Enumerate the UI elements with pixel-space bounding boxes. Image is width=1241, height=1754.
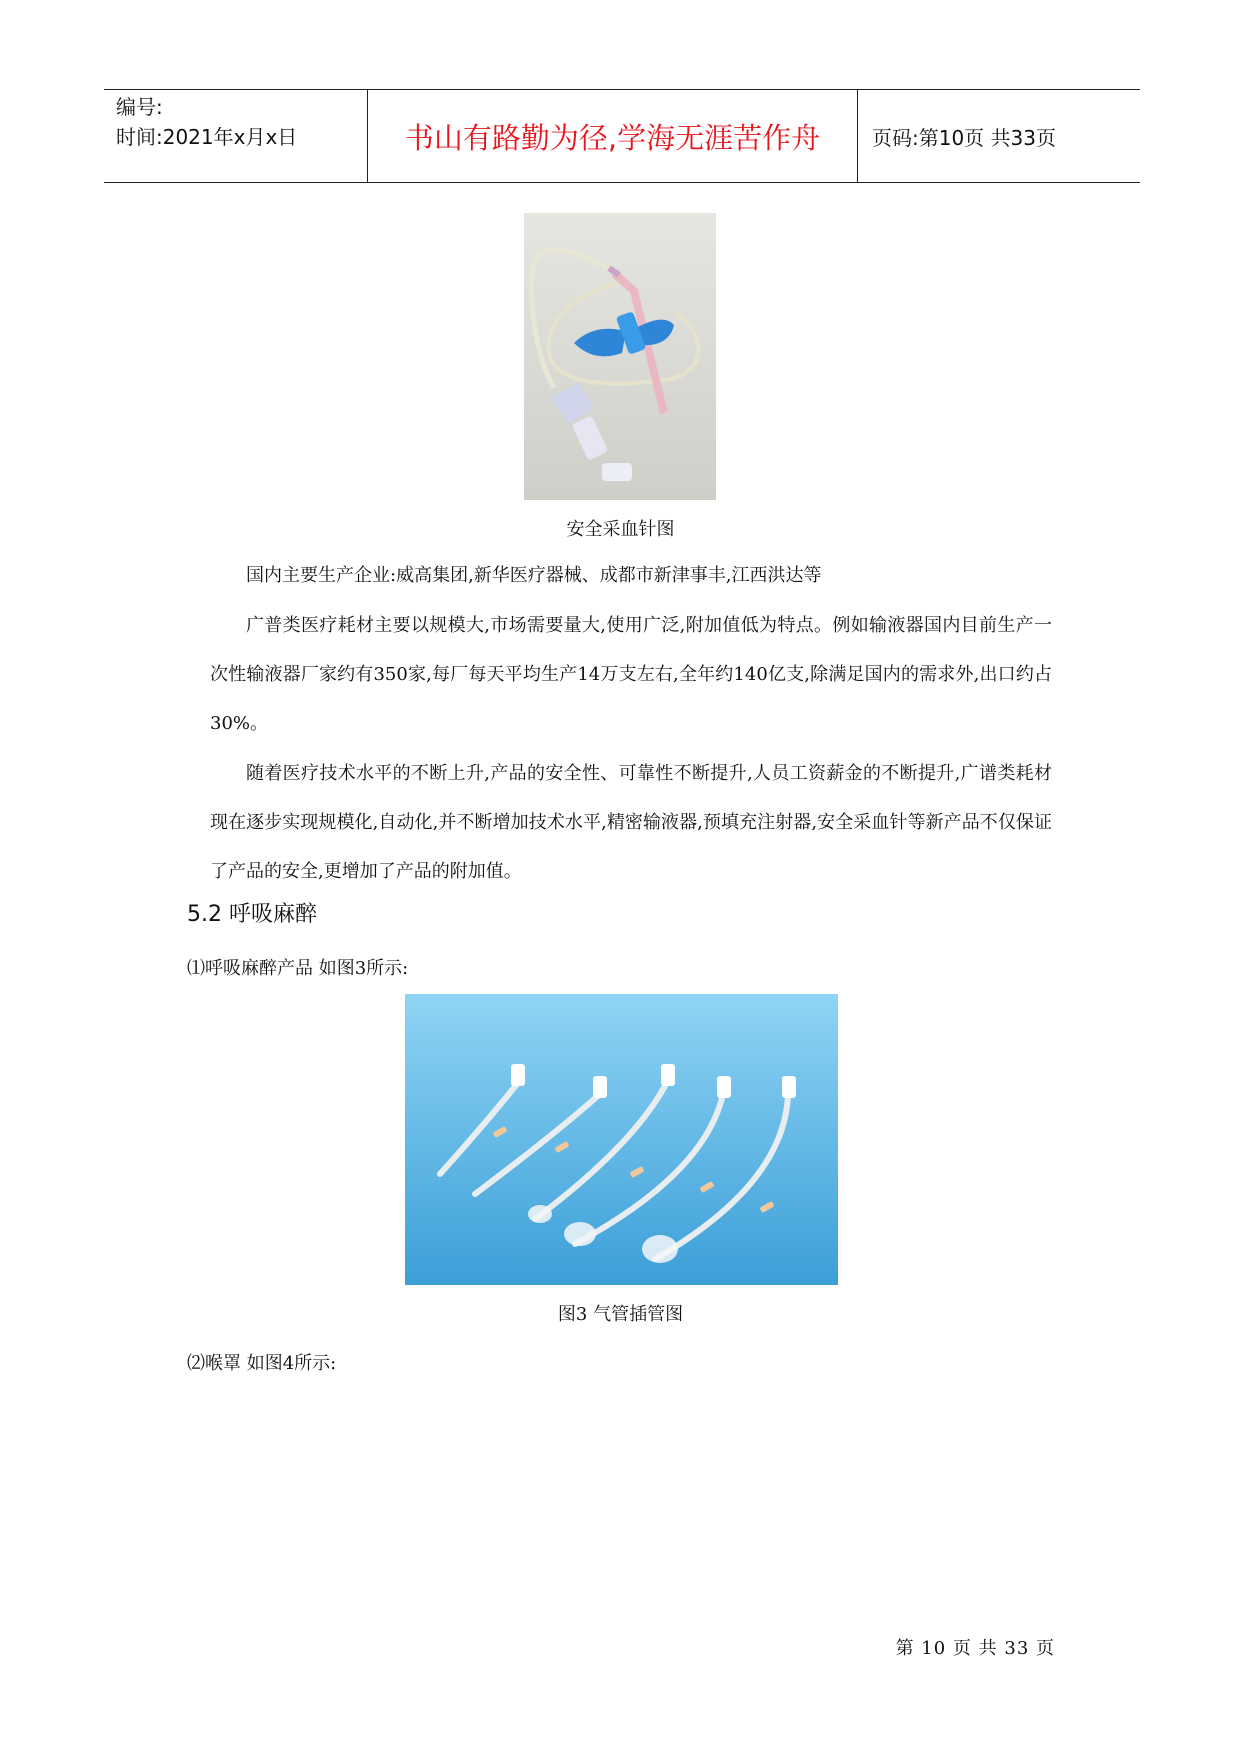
time-label: 时间:2021年x月x日 — [116, 125, 298, 149]
item-laryngeal-mask: ⑵喉罩 如图4所示: — [187, 1353, 337, 1374]
item-respiratory-products: ⑴呼吸麻醉产品 如图3所示: — [187, 958, 409, 979]
section-heading: 5.2 呼吸麻醉 — [187, 902, 317, 927]
blood-collection-needle-photo — [524, 213, 716, 500]
paragraph-manufacturers: 国内主要生产企业:威高集团,新华医疗器械、成都市新津事丰,江西洪达等 — [246, 565, 822, 586]
serial-label: 编号: — [116, 95, 163, 119]
paragraph-general-consumables: 广普类医疗耗材主要以规模大,市场需要量大,使用广泛,附加值低为特点。例如输液器国内目前生产一次性输液器厂家约有350家,每厂每天平均生产14万支左右,全年约140亿支,除满足国内的需求外,出口约占30%。 — [210, 615, 1052, 734]
page-info: 页码:第10页 共33页 — [872, 125, 1056, 150]
header-left-cell — [104, 90, 368, 182]
paragraph-tech-progress: 随着医疗技术水平的不断上升,产品的安全性、可靠性不断提升,人员工资薪金的不断提升,广谱类耗材现在逐步实现规模化,自动化,并不断增加技术水平,精密输液器,预填充注射器,安全采血针等新产品不仅保证了产品的安全,更增加了产品的附加值。 — [210, 763, 1052, 882]
figure2-caption: 图3 气管插管图 — [557, 1304, 684, 1325]
header-page-cell — [858, 90, 1140, 182]
header-table — [104, 89, 1140, 183]
header-motto-cell — [368, 90, 858, 182]
motto-text: 书山有路勤为径,学海无涯苦作舟 — [404, 120, 821, 155]
endotracheal-tube-photo — [405, 994, 838, 1285]
figure1-caption: 安全采血针图 — [566, 519, 675, 540]
page-footer: 第 10 页 共 33 页 — [895, 1638, 1055, 1659]
